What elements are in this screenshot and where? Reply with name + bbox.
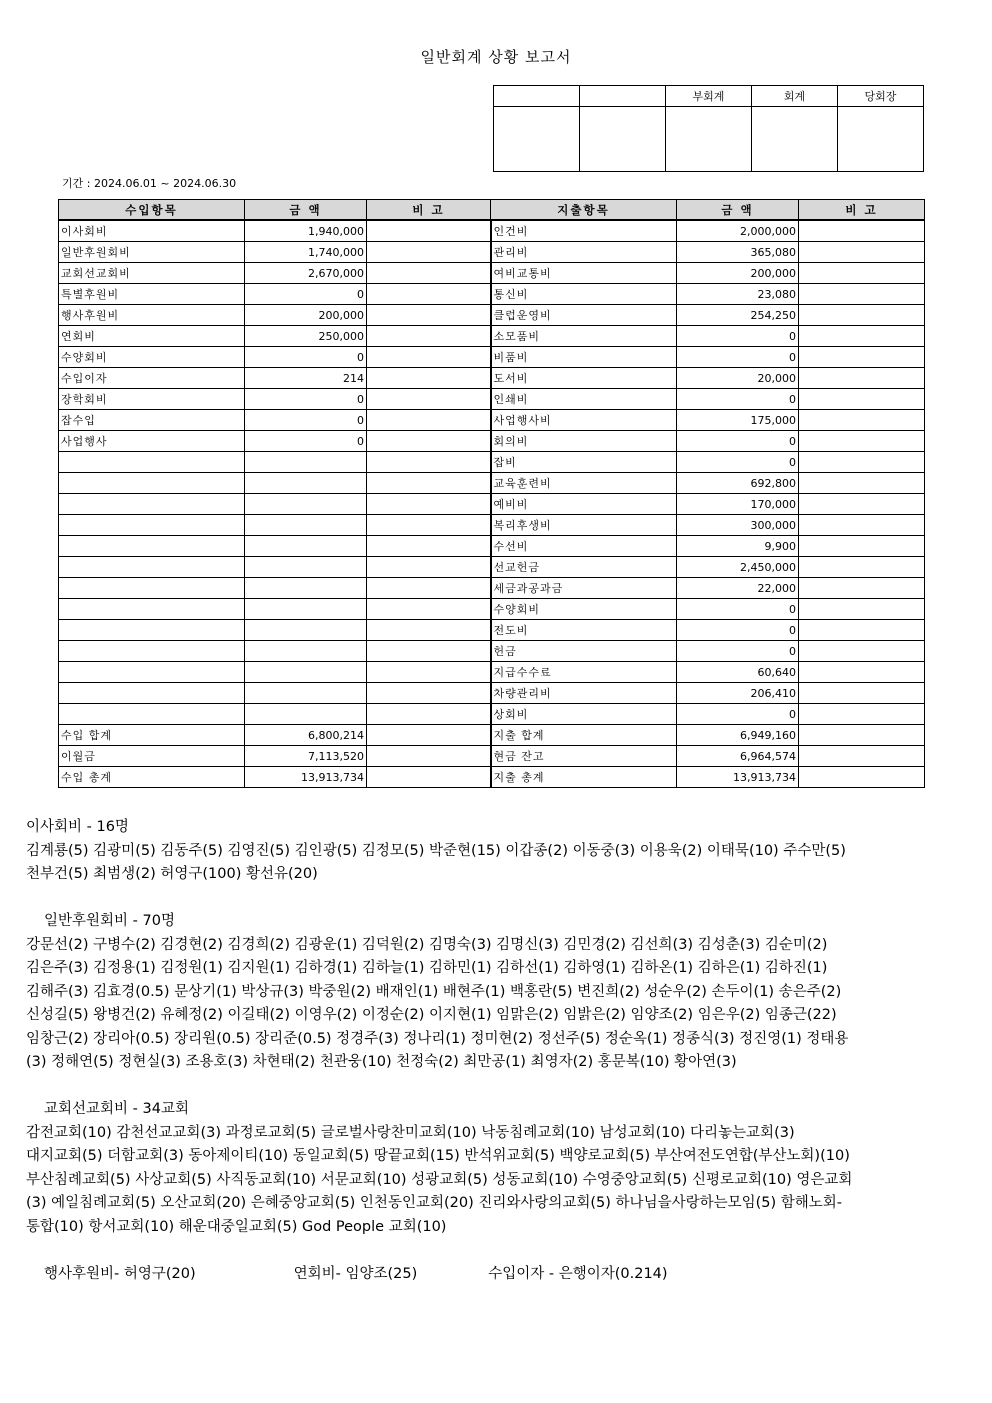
income-note-cell: [367, 284, 491, 305]
income-item-cell: 장학회비: [59, 389, 245, 410]
approval-header-pastor: 당회장: [838, 86, 924, 107]
income-note-cell: [367, 431, 491, 452]
income-note-cell: [367, 536, 491, 557]
header-expense-item: 지출항목: [491, 200, 677, 221]
income-item-cell: 특별후원비: [59, 284, 245, 305]
expense-note-cell: [799, 494, 925, 515]
income-amount-cell: 0: [245, 284, 367, 305]
signature-cell: [580, 107, 666, 172]
expense-item-cell: 지급수수료: [491, 662, 677, 683]
support-line: 강문선(2) 구병수(2) 김경현(2) 김경희(2) 김광운(1) 김덕원(2) 김명숙(3) 김명신(3) 김민경(2) 김선희(3) 김성춘(3) 김순미(2): [26, 936, 828, 953]
expense-item-cell: 여비교통비: [491, 263, 677, 284]
expense-note-cell: [799, 683, 925, 704]
support-line: 김은주(3) 김정용(1) 김정원(1) 김지원(1) 김하경(1) 김하늘(1) 김하민(1) 김하선(1) 김하영(1) 김하온(1) 김하은(1) 김하진(1): [26, 960, 828, 976]
income-note-cell: [367, 746, 491, 767]
expense-amount-cell: 9,900: [677, 536, 799, 557]
board-line: 김계룡(5) 김광미(5) 김동주(5) 김영진(5) 김인광(5) 김정모(5) 박준현(15) 이갑종(2) 이동중(3) 이용욱(2) 이태묵(10) 주수만(5): [26, 842, 846, 859]
ledger-row: [59, 578, 925, 599]
income-item-cell: 잡수입: [59, 410, 245, 431]
income-item-cell: 수입 합계: [59, 725, 245, 746]
income-note-cell: [367, 389, 491, 410]
expense-amount-cell: 200,000: [677, 263, 799, 284]
income-item-cell: 수양회비: [59, 347, 245, 368]
expense-note-cell: [799, 452, 925, 473]
expense-item-cell: 사업행사비: [491, 410, 677, 431]
expense-note-cell: [799, 767, 925, 788]
ledger-row: [59, 641, 925, 662]
header-income-amount: 금 액: [245, 200, 367, 221]
expense-amount-cell: 6,949,160: [677, 725, 799, 746]
church-line: 감전교회(10) 감천선교교회(3) 과정로교회(5) 글로벌사랑찬미교회(10) 낙동침례교회(10) 남성교회(10) 다리놓는교회(3): [26, 1124, 795, 1141]
header-income-item: 수입항목: [59, 200, 245, 221]
expense-item-cell: 도서비: [491, 368, 677, 389]
report-title: 일반회계 상황 보고서: [420, 48, 572, 66]
income-note-cell: [367, 305, 491, 326]
expense-amount-cell: 20,000: [677, 368, 799, 389]
expense-amount-cell: 6,964,574: [677, 746, 799, 767]
expense-note-cell: [799, 725, 925, 746]
expense-note-cell: [799, 220, 925, 242]
church-title: 교회선교회비 - 34교회: [44, 1101, 189, 1117]
income-note-cell: [367, 410, 491, 431]
income-item-cell: [59, 599, 245, 620]
signature-cell: [838, 107, 924, 172]
income-item-cell: [59, 494, 245, 515]
board-title: 이사회비 - 16명: [26, 819, 129, 835]
support-line: (3) 정해연(5) 정현실(3) 조용호(3) 차현태(2) 천관웅(10) 천정숙(2) 최만공(1) 최영자(2) 홍문복(10) 황아연(3): [26, 1054, 737, 1070]
expense-amount-cell: 0: [677, 389, 799, 410]
ledger-row: [59, 767, 925, 788]
expense-item-cell: 소모품비: [491, 326, 677, 347]
expense-amount-cell: 170,000: [677, 494, 799, 515]
expense-item-cell: 수선비: [491, 536, 677, 557]
income-amount-cell: 2,670,000: [245, 263, 367, 284]
income-amount-cell: [245, 662, 367, 683]
income-item-cell: [59, 662, 245, 683]
income-amount-cell: 1,940,000: [245, 220, 367, 242]
income-item-cell: 교회선교회비: [59, 263, 245, 284]
expense-amount-cell: 60,640: [677, 662, 799, 683]
income-item-cell: 행사후원비: [59, 305, 245, 326]
income-amount-cell: [245, 620, 367, 641]
expense-amount-cell: 300,000: [677, 515, 799, 536]
income-item-cell: [59, 683, 245, 704]
income-item-cell: [59, 515, 245, 536]
income-note-cell: [367, 473, 491, 494]
footer-interest: 수입이자 - 은행이자(0.214): [488, 1265, 668, 1282]
approval-box: [493, 85, 924, 172]
income-note-cell: [367, 725, 491, 746]
ledger-row: [59, 368, 925, 389]
expense-note-cell: [799, 263, 925, 284]
ledger-row: [59, 704, 925, 725]
ledger-row: [59, 536, 925, 557]
expense-item-cell: 예비비: [491, 494, 677, 515]
ledger-row: [59, 620, 925, 641]
signature-cell: [666, 107, 752, 172]
income-amount-cell: [245, 599, 367, 620]
income-note-cell: [367, 683, 491, 704]
income-note-cell: [367, 347, 491, 368]
income-amount-cell: [245, 515, 367, 536]
expense-item-cell: 지출 합계: [491, 725, 677, 746]
income-amount-cell: 250,000: [245, 326, 367, 347]
income-item-cell: [59, 536, 245, 557]
expense-note-cell: [799, 305, 925, 326]
income-amount-cell: 7,113,520: [245, 746, 367, 767]
income-item-cell: 사업행사: [59, 431, 245, 452]
expense-item-cell: 수양회비: [491, 599, 677, 620]
expense-item-cell: 헌금: [491, 641, 677, 662]
income-item-cell: [59, 452, 245, 473]
income-item-cell: [59, 704, 245, 725]
approval-header-accountant: 회계: [752, 86, 838, 107]
church-line: (3) 예일침례교회(5) 오산교회(20) 은혜중앙교회(5) 인천동인교회(20) 진리와사랑의교회(5) 하나님을사랑하는모임(5) 함해노회-: [26, 1195, 843, 1211]
expense-note-cell: [799, 242, 925, 263]
expense-note-cell: [799, 284, 925, 305]
ledger-row: [59, 220, 925, 242]
income-note-cell: [367, 326, 491, 347]
income-item-cell: 수입 총계: [59, 767, 245, 788]
expense-item-cell: 세금과공과금: [491, 578, 677, 599]
ledger-row: [59, 410, 925, 431]
footer-line: [26, 1263, 976, 1287]
income-note-cell: [367, 452, 491, 473]
income-amount-cell: 13,913,734: [245, 767, 367, 788]
ledger-row: [59, 515, 925, 536]
expense-note-cell: [799, 578, 925, 599]
header-expense-amount: 금 액: [677, 200, 799, 221]
expense-item-cell: 비품비: [491, 347, 677, 368]
income-note-cell: [367, 578, 491, 599]
expense-amount-cell: 692,800: [677, 473, 799, 494]
expense-item-cell: 복리후생비: [491, 515, 677, 536]
expense-amount-cell: 23,080: [677, 284, 799, 305]
approval-header-2: [580, 86, 666, 107]
expense-note-cell: [799, 473, 925, 494]
expense-amount-cell: 0: [677, 347, 799, 368]
income-item-cell: [59, 557, 245, 578]
ledger-row: [59, 347, 925, 368]
notes-section: [26, 816, 976, 1286]
income-amount-cell: 214: [245, 368, 367, 389]
expense-item-cell: 클럽운영비: [491, 305, 677, 326]
income-note-cell: [367, 263, 491, 284]
expense-item-cell: 상회비: [491, 704, 677, 725]
ledger-row: [59, 305, 925, 326]
income-amount-cell: 0: [245, 410, 367, 431]
expense-note-cell: [799, 431, 925, 452]
ledger-row: [59, 389, 925, 410]
expense-note-cell: [799, 326, 925, 347]
ledger-row: [59, 725, 925, 746]
expense-amount-cell: 175,000: [677, 410, 799, 431]
income-amount-cell: 0: [245, 431, 367, 452]
ledger-row: [59, 242, 925, 263]
income-note-cell: [367, 704, 491, 725]
income-note-cell: [367, 368, 491, 389]
income-note-cell: [367, 641, 491, 662]
support-line: 김해주(3) 김효경(0.5) 문상기(1) 박상규(3) 박중원(2) 배재인(1) 배현주(1) 백홍란(5) 변진희(2) 성순우(2) 손두이(1) 송은주(2): [26, 983, 842, 1000]
income-item-cell: 이사회비: [59, 220, 245, 242]
expense-note-cell: [799, 515, 925, 536]
expense-note-cell: [799, 410, 925, 431]
income-item-cell: 수입이자: [59, 368, 245, 389]
income-item-cell: [59, 641, 245, 662]
expense-note-cell: [799, 641, 925, 662]
ledger-row: [59, 473, 925, 494]
income-item-cell: [59, 620, 245, 641]
expense-item-cell: 인쇄비: [491, 389, 677, 410]
expense-item-cell: 차량관리비: [491, 683, 677, 704]
expense-amount-cell: 22,000: [677, 578, 799, 599]
income-amount-cell: 1,740,000: [245, 242, 367, 263]
ledger-row: [59, 494, 925, 515]
expense-note-cell: [799, 368, 925, 389]
expense-note-cell: [799, 599, 925, 620]
income-note-cell: [367, 494, 491, 515]
ledger-row: [59, 326, 925, 347]
ledger-row: [59, 599, 925, 620]
expense-item-cell: 인건비: [491, 220, 677, 242]
support-line: 신성길(5) 왕병건(2) 유혜정(2) 이길태(2) 이영우(2) 이정순(2) 이지현(1) 임맑은(2) 임밝은(2) 임양조(2) 임은우(2) 임종근(22): [26, 1007, 837, 1023]
income-note-cell: [367, 242, 491, 263]
income-amount-cell: 0: [245, 347, 367, 368]
income-amount-cell: 0: [245, 389, 367, 410]
income-amount-cell: [245, 494, 367, 515]
expense-item-cell: 현금 잔고: [491, 746, 677, 767]
expense-item-cell: 통신비: [491, 284, 677, 305]
expense-amount-cell: 254,250: [677, 305, 799, 326]
expense-note-cell: [799, 746, 925, 767]
income-note-cell: [367, 662, 491, 683]
expense-item-cell: 지출 총계: [491, 767, 677, 788]
signature-cell: [752, 107, 838, 172]
income-amount-cell: [245, 473, 367, 494]
expense-item-cell: 전도비: [491, 620, 677, 641]
footer-annual-fee: 연회비- 임양조(25): [293, 1265, 418, 1282]
expense-item-cell: 회의비: [491, 431, 677, 452]
expense-amount-cell: 0: [677, 599, 799, 620]
expense-item-cell: 선교헌금: [491, 557, 677, 578]
ledger-body: [59, 220, 925, 788]
income-amount-cell: [245, 578, 367, 599]
income-item-cell: 연회비: [59, 326, 245, 347]
expense-note-cell: [799, 704, 925, 725]
expense-amount-cell: 0: [677, 431, 799, 452]
expense-amount-cell: 206,410: [677, 683, 799, 704]
expense-amount-cell: 0: [677, 641, 799, 662]
header-income-note: 비 고: [367, 200, 491, 221]
church-line: 부산침례교회(5) 사상교회(5) 사직동교회(10) 서문교회(10) 성광교회(5) 성동교회(10) 수영중앙교회(5) 신평로교회(10) 영은교회: [26, 1171, 853, 1188]
ledger-row: [59, 452, 925, 473]
income-note-cell: [367, 767, 491, 788]
ledger-table: [58, 199, 925, 788]
support-title: 일반후원회비 - 70명: [44, 913, 175, 929]
church-line: 대지교회(5) 더함교회(3) 동아제이티(10) 동일교회(5) 땅끝교회(15) 반석위교회(5) 백양로교회(5) 부산여전도연합(부산노회)(10): [26, 1148, 850, 1164]
report-period: 기간 : 2024.06.01 ~ 2024.06.30: [62, 177, 237, 190]
expense-item-cell: 교육훈련비: [491, 473, 677, 494]
header-expense-note: 비 고: [799, 200, 925, 221]
income-note-cell: [367, 515, 491, 536]
expense-note-cell: [799, 620, 925, 641]
ledger-row: [59, 263, 925, 284]
expense-amount-cell: 0: [677, 326, 799, 347]
income-item-cell: [59, 473, 245, 494]
approval-header-vice-accountant: 부회계: [666, 86, 752, 107]
expense-amount-cell: 0: [677, 704, 799, 725]
income-amount-cell: [245, 452, 367, 473]
income-note-cell: [367, 557, 491, 578]
board-line: 천부건(5) 최범생(2) 허영구(100) 황선유(20): [26, 866, 318, 882]
expense-amount-cell: 365,080: [677, 242, 799, 263]
income-item-cell: 이월금: [59, 746, 245, 767]
ledger-row: [59, 284, 925, 305]
ledger-row: [59, 662, 925, 683]
expense-amount-cell: 0: [677, 452, 799, 473]
ledger-row: [59, 557, 925, 578]
income-note-cell: [367, 220, 491, 242]
income-item-cell: 일반후원회비: [59, 242, 245, 263]
footer-event-support: 행사후원비- 허영구(20): [44, 1265, 196, 1282]
expense-amount-cell: 2,000,000: [677, 220, 799, 242]
expense-amount-cell: 13,913,734: [677, 767, 799, 788]
income-amount-cell: [245, 536, 367, 557]
expense-amount-cell: 2,450,000: [677, 557, 799, 578]
support-line: 임창근(2) 장리아(0.5) 장리원(0.5) 장리준(0.5) 정경주(3) 정나리(1) 정미현(2) 정선주(5) 정순옥(1) 정종식(3) 정진영(1) 정태용: [26, 1030, 849, 1047]
expense-note-cell: [799, 662, 925, 683]
income-amount-cell: 6,800,214: [245, 725, 367, 746]
expense-note-cell: [799, 536, 925, 557]
expense-item-cell: 잡비: [491, 452, 677, 473]
income-amount-cell: [245, 683, 367, 704]
expense-item-cell: 관리비: [491, 242, 677, 263]
income-amount-cell: 200,000: [245, 305, 367, 326]
income-note-cell: [367, 620, 491, 641]
income-amount-cell: [245, 557, 367, 578]
expense-note-cell: [799, 389, 925, 410]
ledger-row: [59, 683, 925, 704]
church-line: 통합(10) 항서교회(10) 해운대중일교회(5) God People 교회(10): [26, 1218, 447, 1235]
signature-cell: [494, 107, 580, 172]
income-note-cell: [367, 599, 491, 620]
expense-amount-cell: 0: [677, 620, 799, 641]
expense-note-cell: [799, 557, 925, 578]
expense-note-cell: [799, 347, 925, 368]
income-item-cell: [59, 578, 245, 599]
income-amount-cell: [245, 704, 367, 725]
income-amount-cell: [245, 641, 367, 662]
approval-header-1: [494, 86, 580, 107]
ledger-row: [59, 746, 925, 767]
ledger-row: [59, 431, 925, 452]
